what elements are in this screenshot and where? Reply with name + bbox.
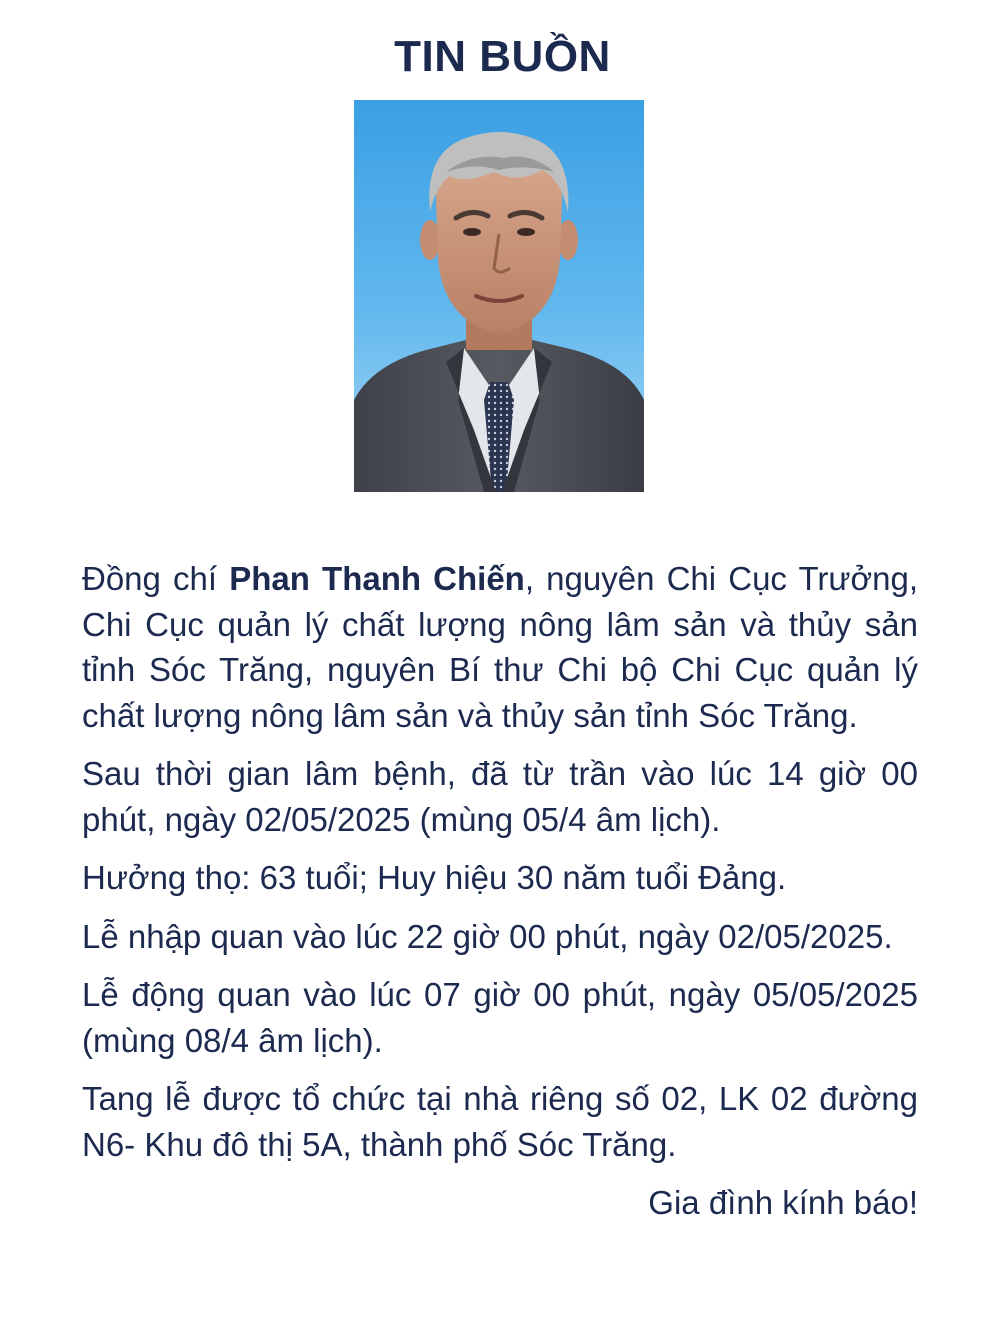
intro-suffix: , nguyên Chi Cục Trưởng, Chi Cục quản lý chất lượng nông lâm sản và thủy sản tỉnh Sóc Trăng, nguyên Bí thư Chi bộ Chi Cục quản lý chất lượng nông lâm sản và thủy sản tỉnh Sóc Trăng. (82, 560, 919, 734)
notice-body (82, 556, 918, 1239)
encoffinment-paragraph: Lễ nhập quan vào lúc 22 giờ 00 phút, ngày 02/05/2025. (82, 917, 893, 955)
passing-paragraph: Sau thời gian lâm bệnh, đã từ trần vào lúc 14 giờ 00 phút, ngày 02/05/2025 (mùng 05/4 âm lịch). (82, 755, 918, 838)
intro-prefix: Đồng chí (82, 560, 230, 597)
venue-paragraph: Tang lễ được tổ chức tại nhà riêng số 02, LK 02 đường N6- Khu đô thị 5A, thành phố Sóc Trăng. (82, 1080, 918, 1163)
signoff: Gia đình kính báo! (648, 1184, 918, 1221)
intro-paragraph (82, 556, 918, 738)
deceased-name: Phan Thanh Chiến (229, 560, 525, 597)
funeral-procession-paragraph: Lễ động quan vào lúc 07 giờ 00 phút, ngày 05/05/2025 (mùng 08/4 âm lịch). (82, 976, 918, 1059)
notice-title: TIN BUỒN (394, 32, 611, 81)
age-paragraph: Hưởng thọ: 63 tuổi; Huy hiệu 30 năm tuổi Đảng. (82, 859, 787, 896)
portrait-photo (354, 100, 644, 492)
